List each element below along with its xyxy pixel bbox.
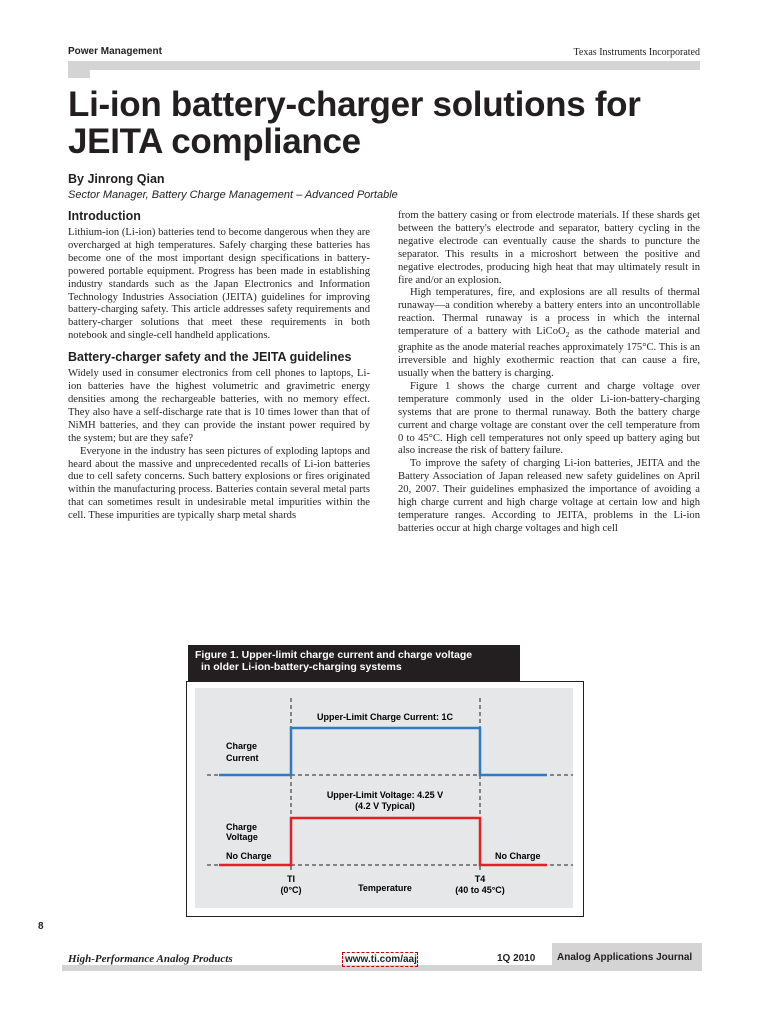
title-line-1: Li-ion battery-charger solutions for: [68, 85, 641, 124]
page-number: 8: [38, 921, 44, 932]
figure-plot-area: [195, 688, 573, 908]
charge-voltage-label-1: Charge: [226, 822, 258, 832]
t1-label: TI: [287, 874, 295, 884]
text-column-2: [398, 210, 700, 536]
no-charge-left-label: No Charge: [226, 851, 272, 861]
voltage-limit-label: Upper-Limit Voltage: 4.25 V: [326, 790, 444, 800]
intro-heading: Introduction: [68, 209, 141, 223]
article-title: [68, 86, 688, 160]
col2-paragraph-1: from the battery casing or from electrode materials. If these shards get between the battery's electrode and separator, battery cycling in the negative electrode can eventually cause the shards to puncture the separator. This results in a microshort between the positive and negative electrodes, producing high heat that may ultimately result in fire and/or an explosion.: [398, 210, 700, 286]
col2-paragraph-3: Figure 1 shows the charge current and charge voltage over temperature commonly used in the older Li-ion-battery-charging systems that are prone to thermal runaway. Both the battery charge current and charge voltage are constant over the cell temperature from 0 to 45°C. High cell temperatures not only speed up battery aging but also increase the risk of battery failure.: [398, 380, 700, 457]
figure-title-line-1: Figure 1. Upper-limit charge current and charge voltage: [195, 649, 473, 661]
intro-paragraph: Lithium-ion (Li-ion) batteries tend to become dangerous when they are overcharged at high temperatures. Safely charging these batteries has become one of the most important design specifications in battery-powered portable equipment. Progress has been made in establishing industry standards such as the Japan Electronics and Information Technology Industries Association (JEITA) guidelines for improving battery-charging safety. This article addresses safety requirements and battery-charger solutions that meet these requirements in both notebook and single-cell handheld applications.: [68, 227, 370, 342]
charge-voltage-label-2: Voltage: [226, 832, 258, 842]
company-header: Texas Instruments Incorporated: [573, 47, 700, 58]
charge-current-label-1: Charge: [226, 741, 258, 751]
figure-title: [188, 645, 520, 681]
charge-diagram: [195, 688, 573, 908]
t4-value: (40 to 45°C): [455, 885, 505, 895]
charge-current-label-2: Current: [226, 753, 259, 763]
no-charge-right-label: No Charge: [495, 851, 541, 861]
charge-current-trace: [219, 728, 547, 775]
footer-publication: High-Performance Analog Products: [68, 953, 233, 965]
t1-value: (0°C): [280, 885, 302, 895]
author-byline: By Jinrong Qian: [68, 172, 165, 186]
safety-paragraph-1: Widely used in consumer electronics from cell phones to laptops, Li-ion batteries have the highest volumetric and gravimetric energy densities among the rechargeable batteries, with no memory effect. They also have a self-discharge rate that is 10 times lower than that of NiMH batteries, and they can provide the instant power required by the system; but are they safe?: [68, 368, 370, 444]
title-line-2: JEITA compliance: [68, 122, 361, 161]
temperature-axis-label: Temperature: [358, 883, 412, 893]
col2-p2-part-b: as the cathode material and graphite as the anode material reaches approximately 175°C. This is an irreversible and highly exothermic reaction that can cause a fire, usually when the battery is charging.: [398, 326, 701, 379]
voltage-typical-label: (4.2 V Typical): [355, 801, 415, 811]
author-role: Sector Manager, Battery Charge Management – Advanced Portable: [68, 189, 398, 201]
col2-paragraph-2: [398, 287, 700, 380]
section-header: Power Management: [68, 46, 162, 57]
safety-heading: Battery-charger safety and the JEITA guidelines: [68, 350, 352, 365]
figure-title-line-2: in older Li-ion-battery-charging systems: [201, 661, 402, 673]
header-rule: [68, 61, 700, 70]
current-limit-label: Upper-Limit Charge Current: 1C: [316, 712, 454, 722]
col2-paragraph-4: To improve the safety of charging Li-ion batteries, JEITA and the Battery Association of Japan released new safety guidelines on April 20, 2007. Their guidelines emphasized the importance of avoiding a high charge current and high charge voltage at certain low and high temperature ranges. According to JEITA, problems in the Li-ion batteries occur at high charge voltages and high cell: [398, 458, 700, 534]
col2-p2-part-a: High temperatures, fire, and explosions are all results of thermal runaway—a condition whereby a battery enters into an uncontrollable reaction. Thermal runaway is a process in which the internal temperature of a battery with LiCoO: [398, 287, 700, 338]
text-column-1: [68, 207, 370, 523]
t4-label: T4: [474, 874, 486, 884]
col2-p2-subscript: 2: [565, 330, 570, 340]
footer-url-link[interactable]: www.ti.com/aaj: [342, 952, 418, 967]
safety-paragraph-2: Everyone in the industry has seen pictures of exploding laptops and heard about the massive and unprecedented recalls of Li-ion batteries due to cell safety concerns. Such battery explosions or fires originated within the manufacturing process. Batteries contain several metal parts that can sometimes result in undesirable metal impurities within the cell. These impurities are typically sharp metal shards: [68, 445, 370, 522]
footer-journal: Analog Applications Journal: [557, 952, 693, 963]
header-rule-stub: [68, 70, 90, 78]
footer-date: 1Q 2010: [497, 953, 536, 964]
